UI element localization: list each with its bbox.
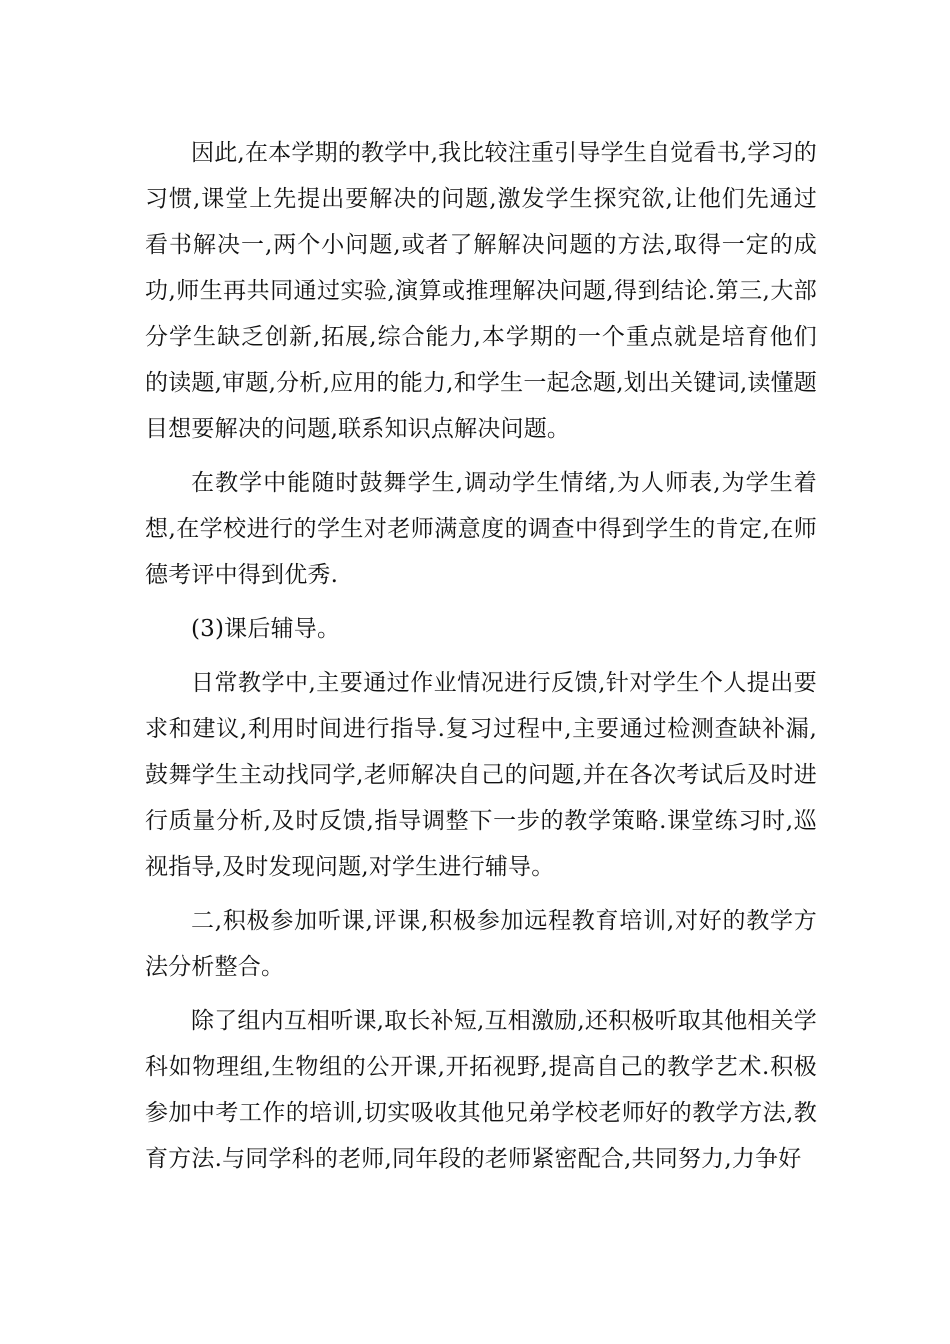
paragraph-lesson-observation: 除了组内互相听课,取长补短,互相激励,还积极听取其他相关学科如物理组,生物组的公开课,开拓视野,提高自己的教学艺术.积极参加中考工作的培训,切实吸收其他兄弟学校老师好的教学方法,教育方法.与同学科的老师,同年段的老师紧密配合,共同努力,力争好 [145, 1008, 817, 1172]
paragraph-daily-teaching: 日常教学中,主要通过作业情况进行反馈,针对学生个人提出要求和建议,利用时间进行指导.复习过程中,主要通过检测查缺补漏,鼓舞学生主动找同学,老师解决自己的问题,并在各次考试后及时进行质量分析,及时反馈,指导调整下一步的教学策略.课堂练习时,巡视指导,及时发现问题,对学生进行辅导。 [145, 670, 817, 880]
paragraph-encouragement: 在教学中能随时鼓舞学生,调动学生情绪,为人师表,为学生着想,在学校进行的学生对老师满意度的调查中得到学生的肯定,在师德考评中得到优秀. [145, 470, 817, 588]
document-body [145, 130, 817, 1190]
paragraph-section-two-heading: 二,积极参加听课,评课,积极参加远程教育培训,对好的教学方法分析整合。 [145, 908, 817, 980]
paragraph-guided-reading: 因此,在本学期的教学中,我比较注重引导学生自觉看书,学习的习惯,课堂上先提出要解决的问题,激发学生探究欲,让他们先通过看书解决一,两个小问题,或者了解解决问题的方法,取得一定的成功,师生再共同通过实验,演算或推理解决问题,得到结论.第三,大部分学生缺乏创新,拓展,综合能力,本学期的一个重点就是培育他们的读题,审题,分析,应用的能力,和学生一起念题,划出关键词,读懂题目想要解决的问题,联系知识点解决问题。 [145, 140, 817, 442]
section-heading-after-class-tutoring: (3)课后辅导。 [191, 616, 341, 642]
